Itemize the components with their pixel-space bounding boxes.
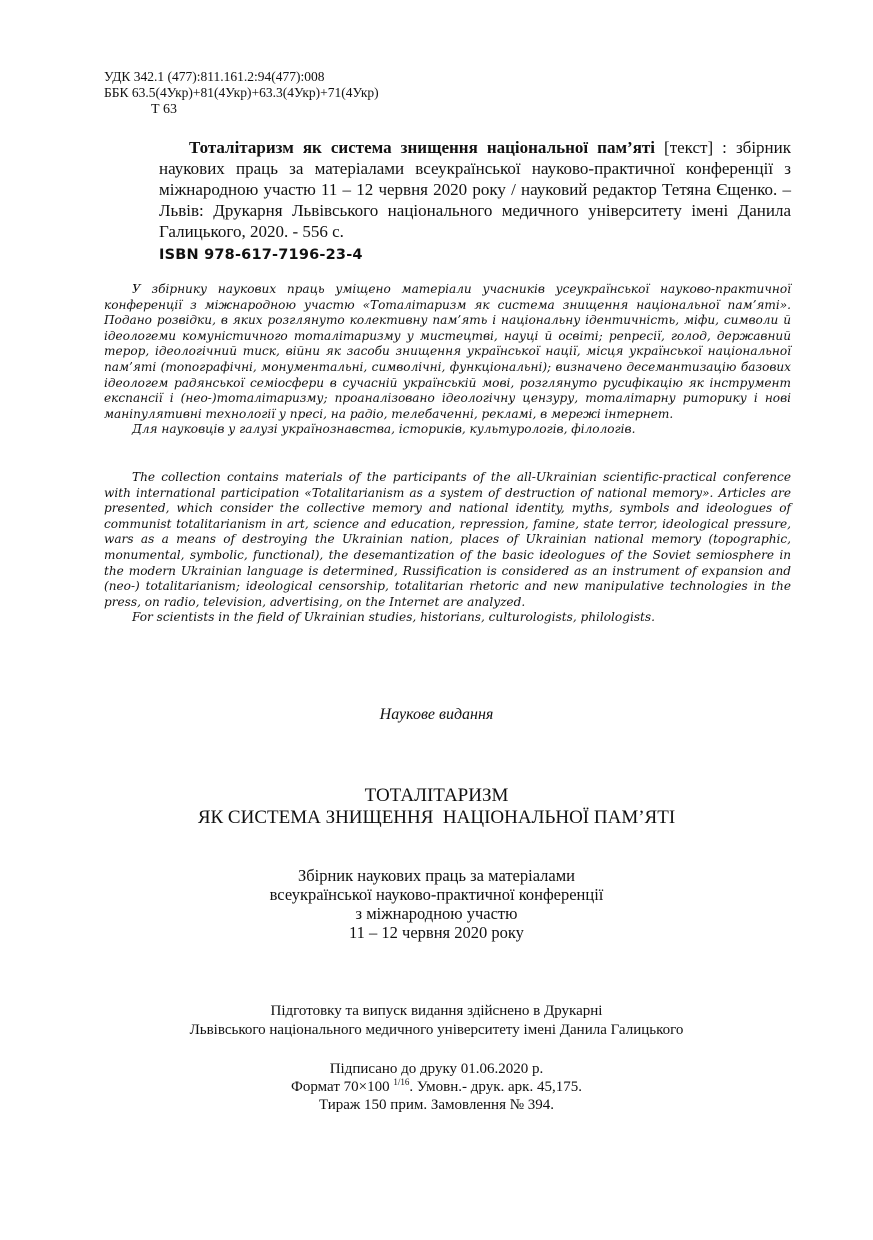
abstract-uk-audience: Для науковців у галузі українознавства, істориків, культурологів, філологів. <box>132 422 636 437</box>
classification-codes <box>104 69 379 118</box>
print-run: Тираж 150 прим. Замовлення № 394. <box>318 1097 555 1113</box>
format-fraction: 1/16 <box>393 1077 410 1087</box>
format-prefix: Формат 70×100 <box>291 1079 394 1095</box>
main-title-line-2: ЯК СИСТЕМА ЗНИЩЕННЯ НАЦІОНАЛЬНОЇ ПАМ’ЯТІ <box>197 807 676 828</box>
bbk-code: ББК 63.5(4Укр)+81(4Укр)+63.3(4Укр)+71(4Укр) <box>104 85 379 100</box>
signed-date: Підписано до друку 01.06.2020 р. <box>329 1061 544 1077</box>
abstract-en-paragraph: The collection contains materials of the participants of the all-Ukrainian scientific-practical conference with international participation «Totalitarianism as a system of destruction of national memory». Articles are presented, which consider the collective memory and national identity, myths, symbols and ideologues of communist totalitarianism in art, science and education, repression, famine, state terror, ideological pressure, wars as a means of destroying the Ukrainian nation, places of Ukrainian national memory (topographic, monumental, symbolic, functional), the desemantization of the basic ideologues of the Soviet semiosphere in the modern Ukrainian language is determined, Russification is considered as an instrument of expansion and (neo-) totalitarianism; ideological censorship, totalitarian rhetoric and new manipulative technologies in the press, on radio, television, advertising, on the Internet are analyzed. <box>104 470 791 609</box>
imprint-details <box>0 1060 873 1114</box>
subtitle-line-3: з міжнародною участю <box>355 904 518 923</box>
subtitle-line-2: всеукраїнської науково-практичної конференції <box>269 885 604 904</box>
main-title-line-1: ТОТАЛІТАРИЗМ <box>364 785 509 806</box>
abstract-ukrainian <box>104 282 791 438</box>
bibliographic-details: [текст] : збірник наукових праць за матеріалами всеукраїнської науково-практичної конференції з міжнародною участю 11 – 12 червня 2020 року / науковий редактор Тетяна Єщенко. – Львів: Друкарня Львівського національного медичного університету імені Данила Галицького, 2020. - 556 с. <box>159 138 791 241</box>
abstract-uk-paragraph: У збірнику наукових праць уміщено матеріали учасників усеукраїнської науково-практичної конференції з міжнародною участю «Тоталітаризм як система знищення національної пам’яті». Подано розвідки, в яких розглянуто колективну пам’ять і національну ідентичність, міфи, символи й ідеологеми комуністичного тоталітаризму у мистецтві, науці й освіті; репресії, голод, державний терор, ідеологічний тиск, війни як засоби знищення української нації, місця української національної пам’яті (топографічні, монументальні, символічні, функціональні); визначено десемантизацію базових ідеологем радянської семіосфери в сучасній українській мові, розглянуто русифікацію як інструмент експансії і (нео-)тоталітаризму; проаналізовано ідеологічну цензуру, тоталітарну риторику і нові маніпулятивні технології у пресі, на радіо, телебаченні, рекламі, в мережі інтернет. <box>104 282 791 421</box>
abstract-en-audience: For scientists in the field of Ukrainian studies, historians, culturologists, philologists. <box>132 610 655 625</box>
abstract-english <box>104 470 791 626</box>
subtitle-line-4: 11 – 12 червня 2020 року <box>349 923 524 942</box>
subtitle-line-1: Збірник наукових праць за матеріалами <box>297 866 576 885</box>
subtitle <box>0 866 873 942</box>
author-mark: Т 63 <box>151 102 178 117</box>
printer-line-1: Підготовку та випуск видання здійснено в Друкарні <box>270 1003 603 1019</box>
edition-type: Наукове видання <box>379 706 494 723</box>
format-line <box>0 1078 873 1096</box>
printer-line-2: Львівського національного медичного університету імені Данила Галицького <box>189 1022 684 1038</box>
format-suffix: . Умовн.- друк. арк. 45,175. <box>409 1079 582 1095</box>
bibliographic-description <box>159 137 791 242</box>
main-title <box>0 785 873 829</box>
printer-info <box>0 1002 873 1040</box>
bibliographic-title: Тоталітаризм як система знищення національної пам’яті <box>189 138 655 157</box>
isbn: ISBN 978-617-7196-23-4 <box>159 247 363 263</box>
udk-code: УДК 342.1 (477):811.161.2:94(477):008 <box>104 69 325 84</box>
